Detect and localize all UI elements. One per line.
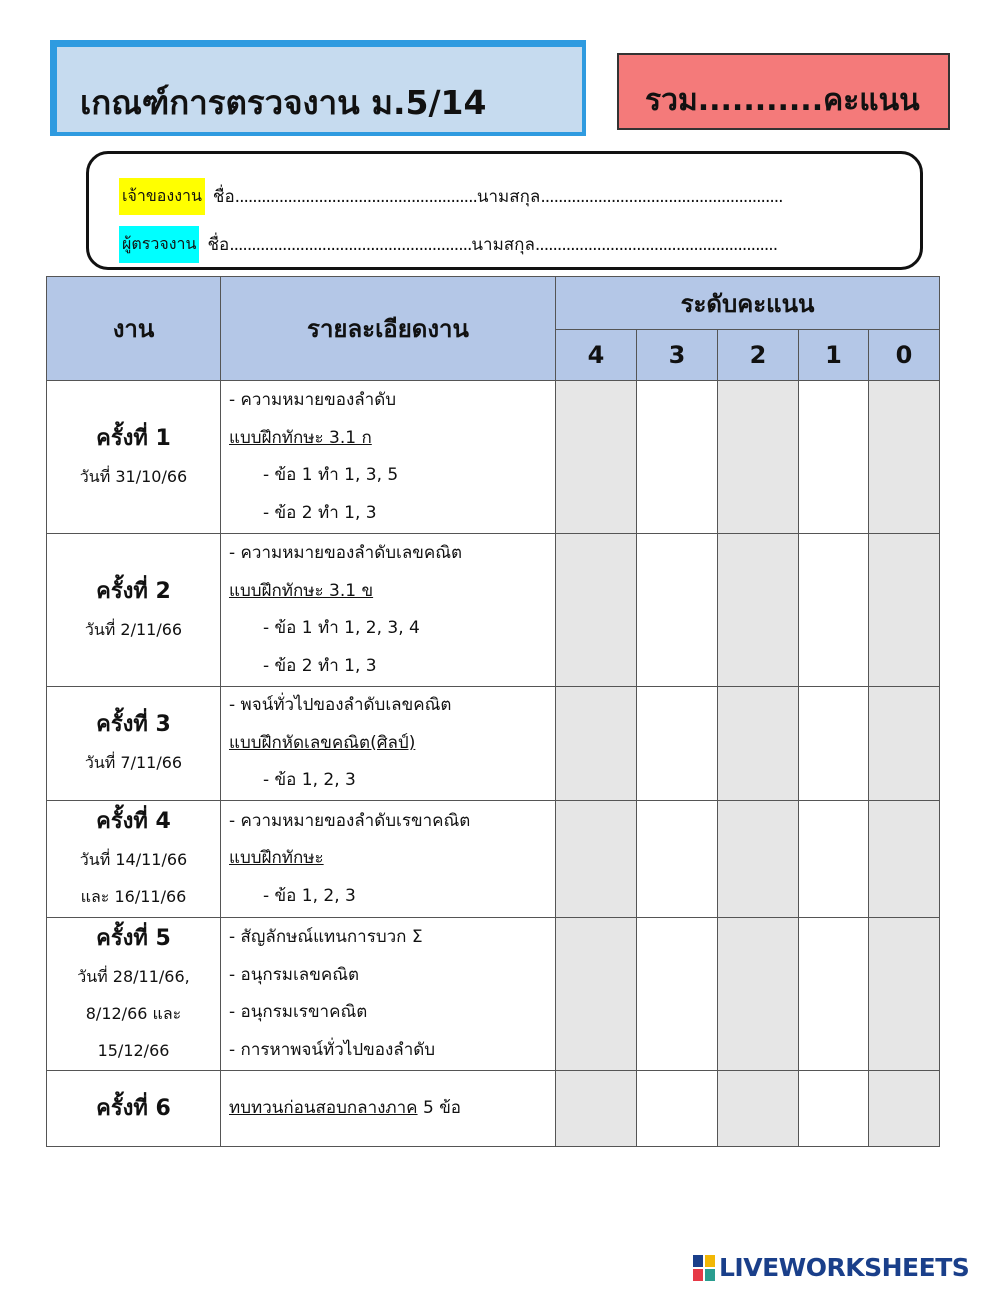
detail-line: - ข้อ 2 ทำ 1, 3 [263,655,377,676]
score-cell-0[interactable] [869,1071,940,1147]
detail-line: - อนุกรมเลขคณิต [229,964,360,985]
info-box [86,151,923,270]
reviewer-tag: ผู้ตรวจงาน [119,226,199,263]
score-cell-4[interactable] [556,918,637,1071]
score-cell-1[interactable] [799,381,869,534]
detail-line: แบบฝึกทักษะ 3.1 ก [229,427,372,448]
score-cell-4[interactable] [556,687,637,801]
score-cell-2[interactable] [718,534,799,687]
task-date: วันที่ 2/11/66 [84,619,183,639]
detail-line: - ข้อ 2 ทำ 1, 3 [263,502,377,523]
table-row [47,801,940,918]
detail-line: - สัญลักษณ์แทนการบวก Σ [229,927,423,947]
liveworksheets-logo[interactable] [693,1253,969,1282]
score-cell-3[interactable] [637,801,718,918]
score-cell-2[interactable] [718,918,799,1071]
score-cell-2[interactable] [718,1071,799,1147]
detail-line: - ข้อ 1, 2, 3 [263,885,356,906]
score-cell-2[interactable] [718,801,799,918]
detail-line: - พจน์ทั่วไปของลำดับเลขคณิต [229,695,452,716]
task-title: ครั้งที่ 3 [96,712,171,737]
task-title: ครั้งที่ 2 [96,578,171,604]
detail-line: - ข้อ 1 ทำ 1, 3, 5 [263,465,399,485]
task-cell [47,534,221,687]
detail-line: - ความหมายของลำดับเรขาคณิต [229,810,471,831]
liveworksheets-logo-icon [693,1255,715,1281]
table-row [47,918,940,1071]
detail-cell [221,534,556,687]
col-header-task: งาน [47,277,221,381]
task-title: ครั้งที่ 4 [96,809,171,834]
level-4: 4 [556,330,637,381]
task-title: ครั้งที่ 1 [96,425,171,451]
owner-name-field[interactable]: ....................................................... [234,186,477,207]
level-2: 2 [718,330,799,381]
detail-line: - ความหมายของลำดับเลขคณิต [229,543,463,563]
task-title: ครั้งที่ 6 [96,1095,171,1121]
score-cell-0[interactable] [869,801,940,918]
task-cell [47,1071,221,1147]
reviewer-surname-label: นามสกุล [471,235,535,255]
table-row [47,381,940,534]
owner-surname-label: นามสกุล [476,187,541,207]
level-0: 0 [869,330,940,381]
score-cell-3[interactable] [637,918,718,1071]
task-date: วันที่ 28/11/66, [77,966,190,986]
level-3: 3 [637,330,718,381]
score-cell-4[interactable] [556,381,637,534]
col-header-detail: รายละเอียดงาน [221,277,556,381]
page-title: เกณฑ์การตรวจงาน ม.5/14 [80,83,487,122]
task-date: 15/12/66 [97,1040,170,1060]
detail-cell [221,801,556,918]
detail-review-text: ทบทวนก่อนสอบกลางภาค [229,1097,418,1118]
table-row [47,687,940,801]
total-score-box [617,53,950,130]
owner-row [119,178,783,215]
detail-line: - ข้อ 1 ทำ 1, 2, 3, 4 [263,618,420,638]
task-date: และ 16/11/66 [80,887,187,906]
score-cell-2[interactable] [718,381,799,534]
score-cell-4[interactable] [556,534,637,687]
task-title: ครั้งที่ 5 [96,925,171,951]
task-cell [47,801,221,918]
table-row [47,534,940,687]
detail-cell [221,1071,556,1147]
reviewer-row [119,226,777,263]
detail-line: แบบฝึกทักษะ [229,848,324,869]
score-cell-0[interactable] [869,381,940,534]
detail-review-count: 5 ข้อ [422,1097,462,1118]
owner-surname-field[interactable]: ....................................................... [540,186,783,207]
score-cell-1[interactable] [799,687,869,801]
level-1: 1 [799,330,869,381]
score-cell-1[interactable] [799,918,869,1071]
score-cell-0[interactable] [869,534,940,687]
detail-cell [221,687,556,801]
score-cell-4[interactable] [556,801,637,918]
reviewer-name-label: ชื่อ [207,235,230,255]
score-cell-3[interactable] [637,1071,718,1147]
total-score-label: รวม...........คะแนน [645,83,920,118]
table-row [47,1071,940,1147]
task-cell [47,381,221,534]
score-cell-3[interactable] [637,687,718,801]
task-cell [47,918,221,1071]
task-date: วันที่ 7/11/66 [84,753,183,772]
score-cell-3[interactable] [637,381,718,534]
score-cell-1[interactable] [799,534,869,687]
task-date: วันที่ 31/10/66 [79,466,188,486]
reviewer-surname-field[interactable]: ....................................................... [534,234,778,255]
detail-line: แบบฝึกหัดเลขคณิต(ศิลป์) [229,732,416,753]
detail-line: - ความหมายของลำดับ [229,390,397,410]
score-cell-0[interactable] [869,918,940,1071]
score-cell-2[interactable] [718,687,799,801]
task-cell [47,687,221,801]
task-date: 8/12/66 และ [85,1003,182,1023]
owner-tag: เจ้าของงาน [119,178,205,215]
detail-cell [221,918,556,1071]
detail-cell [221,381,556,534]
title-box [50,40,586,136]
grading-table [46,276,940,1147]
col-header-level: ระดับคะแนน [556,277,940,330]
detail-line: - ข้อ 1, 2, 3 [263,770,356,791]
logo-text: LIVEWORKSHEETS [719,1253,970,1282]
score-cell-4[interactable] [556,1071,637,1147]
detail-line: - การหาพจน์ทั่วไปของลำดับ [229,1039,436,1060]
task-date: วันที่ 14/11/66 [79,850,188,869]
reviewer-name-field[interactable]: ....................................................... [229,234,472,255]
score-cell-0[interactable] [869,687,940,801]
detail-line: แบบฝึกทักษะ 3.1 ข [229,580,374,601]
detail-line: - อนุกรมเรขาคณิต [229,1002,368,1022]
score-cell-1[interactable] [799,801,869,918]
owner-name-label: ชื่อ [212,187,235,207]
detail-line [229,1090,555,1128]
score-cell-1[interactable] [799,1071,869,1147]
score-cell-3[interactable] [637,534,718,687]
